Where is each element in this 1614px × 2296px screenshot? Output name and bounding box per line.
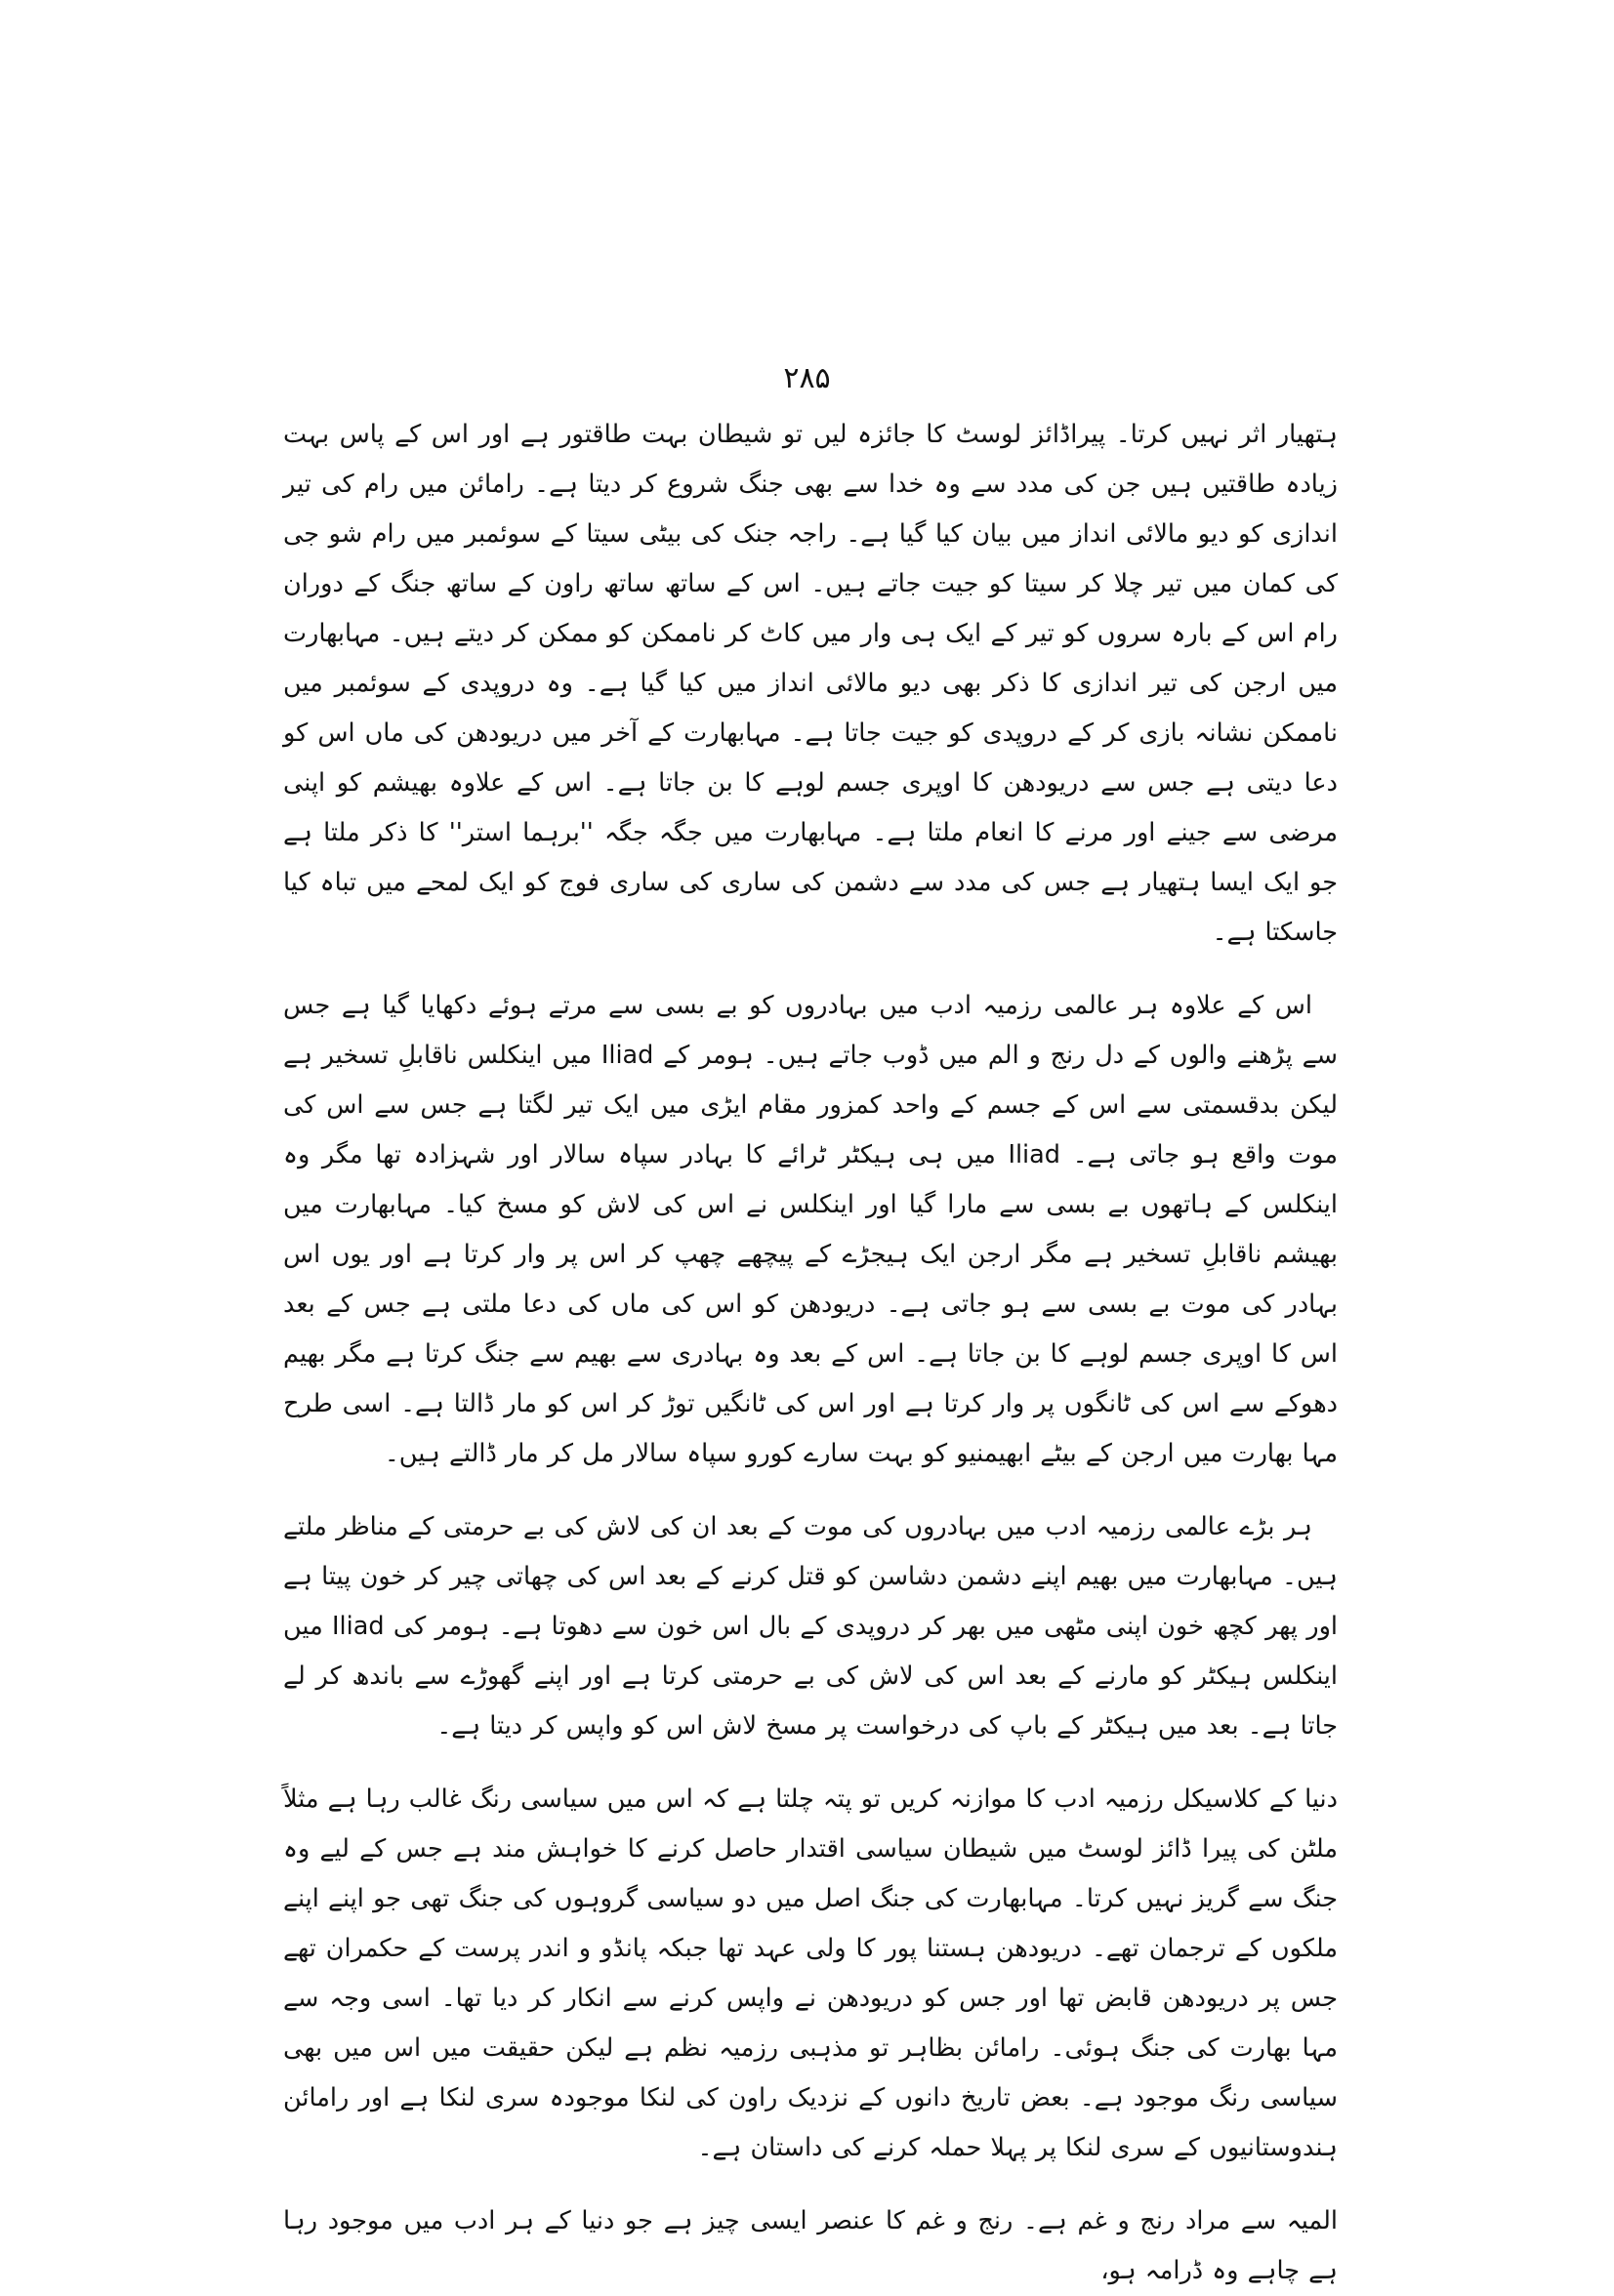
paragraph-3: ہر بڑے عالمی رزمیہ ادب میں بہادروں کی موت کے بعد ان کی لاش کی بے حرمتی کے مناظر ملتے ہیں۔ مہابھارت میں بھیم اپنے دشمن دشاسن کو قتل کرنے کے بعد اس کی چھاتی چیر کر خون پیتا ہے اور پھر کچھ خون اپنی مٹھی میں بھر کر دروپدی کے بال اس خون سے دھوتا ہے۔ ہومر کی Iliad میں اینکلس ہیکٹر کو مارنے کے بعد اس کی لاش کی بے حرمتی کرتا ہے اور اپنے گھوڑے سے باندھ کر لے جاتا ہے۔ بعد میں ہیکٹر کے باپ کی درخواست پر مسخ لاش اس کو واپس کر دیتا ہے۔ — [283, 1512, 1338, 1741]
paragraph-1: ہتھیار اثر نہیں کرتا۔ پیراڈائز لوسٹ کا جائزہ لیں تو شیطان بہت طاقتور ہے اور اس کے پاس بہت زیادہ طاقتیں ہیں جن کی مدد سے وہ خدا سے بھی جنگ شروع کر دیتا ہے۔ رامائن میں رام کی تیر اندازی کو دیو مالائی انداز میں بیان کیا گیا ہے۔ راجہ جنک کی بیٹی سیتا کے سوئمبر میں رام شو جی کی کمان میں تیر چلا کر سیتا کو جیت جاتے ہیں۔ اس کے ساتھ ساتھ راون کے ساتھ جنگ کے دوران رام اس کے بارہ سروں کو تیر کے ایک ہی وار میں کاٹ کر ناممکن کو ممکن کر دیتے ہیں۔ مہابھارت میں ارجن کی تیر اندازی کا ذکر بھی دیو مالائی انداز میں کیا گیا ہے۔ وہ دروپدی کے سوئمبر میں ناممکن نشانہ بازی کر کے دروپدی کو جیت جاتا ہے۔ مہابھارت کے آخر میں دریودھن کی ماں اس کو دعا دیتی ہے جس سے دریودھن کا اوپری جسم لوہے کا بن جاتا ہے۔ اس کے علاوہ بھیشم کو اپنی مرضی سے جینے اور مرنے کا انعام ملتا ہے۔ مہابھارت میں جگہ جگہ ''برہما استر'' کا ذکر ملتا ہے جو ایک ایسا ہتھیار ہے جس کی مدد سے دشمن کی ساری کی ساری فوج کو ایک لمحے میں تباہ کیا جاسکتا ہے۔ — [283, 420, 1338, 947]
paragraph-2: اس کے علاوہ ہر عالمی رزمیہ ادب میں بہادروں کو بے بسی سے مرتے ہوئے دکھایا گیا ہے جس سے پڑھنے والوں کے دل رنج و الم میں ڈوب جاتے ہیں۔ ہومر کے Iliad میں اینکلس ناقابلِ تسخیر ہے لیکن بدقسمتی سے اس کے جسم کے واحد کمزور مقام ایڑی میں ایک تیر لگتا ہے جس سے اس کی موت واقع ہو جاتی ہے۔ Iliad میں ہی ہیکٹر ٹرائے کا بہادر سپاہ سالار اور شہزادہ تھا مگر وہ اینکلس کے ہاتھوں بے بسی سے مارا گیا اور اینکلس نے اس کی لاش کو مسخ کیا۔ مہابھارت میں بھیشم ناقابلِ تسخیر ہے مگر ارجن ایک ہیجڑے کے پیچھے چھپ کر اس پر وار کرتا ہے اور یوں اس بہادر کی موت بے بسی سے ہو جاتی ہے۔ دریودھن کو اس کی ماں کی دعا ملتی ہے جس کے بعد اس کا اوپری جسم لوہے کا بن جاتا ہے۔ اس کے بعد وہ بہادری سے بھیم سے جنگ کرتا ہے مگر بھیم دھوکے سے اس کی ٹانگوں پر وار کرتا ہے اور اس کی ٹانگیں توڑ کر اس کو مار ڈالتا ہے۔ اسی طرح مہا بھارت میں ارجن کے بیٹے ابھیمنیو کو بہت سارے کورو سپاہ سالار مل کر مار ڈالتے ہیں۔ — [283, 991, 1338, 1468]
paragraph-4: دنیا کے کلاسیکل رزمیہ ادب کا موازنہ کریں تو پتہ چلتا ہے کہ اس میں سیاسی رنگ غالب رہا ہے مثلاً ملٹن کی پیرا ڈائز لوسٹ میں شیطان سیاسی اقتدار حاصل کرنے کا خواہش مند ہے جس کے لیے وہ جنگ سے گریز نہیں کرتا۔ مہابھارت کی جنگ اصل میں دو سیاسی گروہوں کی جنگ تھی جو اپنے اپنے ملکوں کے ترجمان تھے۔ دریودھن ہستنا پور کا ولی عہد تھا جبکہ پانڈو و اندر پرست کے حکمران تھے جس پر دریودھن قابض تھا اور جس کو دریودھن نے واپس کرنے سے انکار کر دیا تھا۔ اسی وجہ سے مہا بھارت کی جنگ ہوئی۔ رامائن بظاہر تو مذہبی رزمیہ نظم ہے لیکن حقیقت میں اس میں بھی سیاسی رنگ موجود ہے۔ بعض تاریخ دانوں کے نزدیک راون کی لنکا موجودہ سری لنکا ہے اور رامائن ہندوستانیوں کے سری لنکا پر پہلا حملہ کرنے کی داستان ہے۔ — [283, 1784, 1338, 2162]
body-text — [283, 410, 1338, 2296]
paragraph-5: المیہ سے مراد رنج و غم ہے۔ رنج و غم کا عنصر ایسی چیز ہے جو دنیا کے ہر ادب میں موجود رہا ہے چاہے وہ ڈرامہ ہو، — [283, 2206, 1338, 2285]
page-number: ۲۸۵ — [783, 361, 831, 395]
